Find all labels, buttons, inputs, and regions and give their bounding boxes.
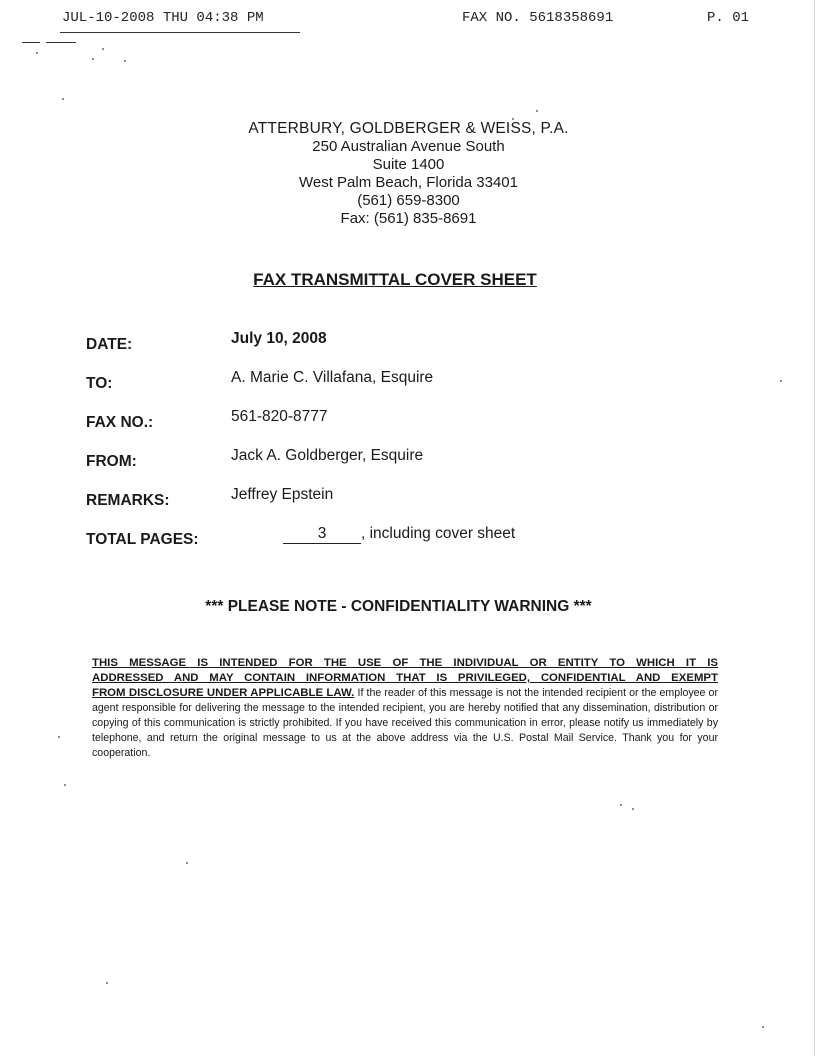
notice-caps-line2: ADDRESSED AND MAY CONTAIN INFORMATION THAT IS PRIVILEGED, CONFIDENTIAL AND EXEMPT (92, 672, 718, 684)
header-underline (46, 42, 76, 43)
date-value: July 10, 2008 (231, 330, 327, 347)
header-underline (60, 32, 278, 33)
confidentiality-notice (92, 656, 718, 761)
fax-transmission-header (0, 8, 817, 32)
to-label: TO: (86, 375, 113, 392)
field-to (86, 369, 766, 408)
total-pages-count: 3 (283, 525, 361, 544)
field-fax-number (86, 408, 766, 447)
firm-fax: Fax: (561) 835-8691 (340, 210, 477, 227)
scan-speck (536, 110, 538, 112)
field-total-pages (86, 525, 766, 564)
scan-speck (106, 982, 108, 984)
scan-speck (36, 52, 38, 54)
total-pages-suffix: , including cover sheet (361, 525, 516, 542)
total-pages-value (231, 525, 515, 544)
notice-caps-line1: THIS MESSAGE IS INTENDED FOR THE USE OF THE INDIVIDUAL OR ENTITY TO WHICH IT IS (92, 657, 718, 669)
date-label: DATE: (86, 336, 133, 353)
scan-speck (58, 736, 60, 738)
remarks-value: Jeffrey Epstein (231, 486, 334, 503)
notice-caps-line3: FROM DISCLOSURE UNDER APPLICABLE LAW. (92, 687, 355, 699)
cover-sheet-title: FAX TRANSMITTAL COVER SHEET (253, 270, 537, 289)
fax-header-datetime: JUL-10-2008 THU 04:38 PM (62, 10, 264, 26)
scan-speck (762, 1026, 764, 1028)
field-date (86, 330, 766, 369)
firm-city-line: West Palm Beach, Florida 33401 (298, 174, 518, 191)
firm-address-line2: Suite 1400 (372, 156, 445, 173)
scan-speck (186, 862, 188, 864)
firm-address-line1: 250 Australian Avenue South (312, 138, 505, 155)
fax-header-page: P. 01 (707, 10, 750, 26)
field-remarks (86, 486, 766, 525)
confidentiality-heading: *** PLEASE NOTE - CONFIDENTIALITY WARNING *** (205, 598, 592, 615)
notice-body: If the reader of this message is not the intended recipient or the employee or agent responsible for delivering the message to the intended recipient, you are hereby notified that any dissemination, distribution or copying of this communication is strictly prohibited. If you have received this communication in error, please notify us immediately by telephone, and return the original message to us at the above address via the U.S. Postal Mail Service. Thank you for your cooperation. (92, 687, 718, 759)
fax-number-label: FAX NO.: (86, 414, 154, 431)
remarks-label: REMARKS: (86, 492, 170, 509)
header-underline (270, 32, 300, 33)
scan-speck (780, 380, 782, 382)
scan-speck (64, 784, 66, 786)
scan-speck (620, 804, 622, 806)
field-from (86, 447, 766, 486)
total-pages-label: TOTAL PAGES: (86, 531, 199, 548)
from-value: Jack A. Goldberger, Esquire (231, 447, 424, 464)
scan-speck (632, 808, 634, 810)
firm-letterhead (0, 120, 817, 228)
firm-phone: (561) 659-8300 (357, 192, 460, 209)
to-value: A. Marie C. Villafana, Esquire (231, 369, 434, 386)
scan-speck (92, 58, 94, 60)
from-label: FROM: (86, 453, 137, 470)
scan-speck (102, 48, 104, 50)
scan-speck (124, 60, 126, 62)
header-underline (22, 42, 40, 43)
firm-name: ATTERBURY, GOLDBERGER & WEISS, P.A. (248, 120, 569, 137)
transmittal-fields (86, 330, 766, 564)
scan-speck (62, 98, 64, 100)
fax-header-number: FAX NO. 5618358691 (462, 10, 614, 26)
fax-number-value: 561-820-8777 (231, 408, 328, 425)
